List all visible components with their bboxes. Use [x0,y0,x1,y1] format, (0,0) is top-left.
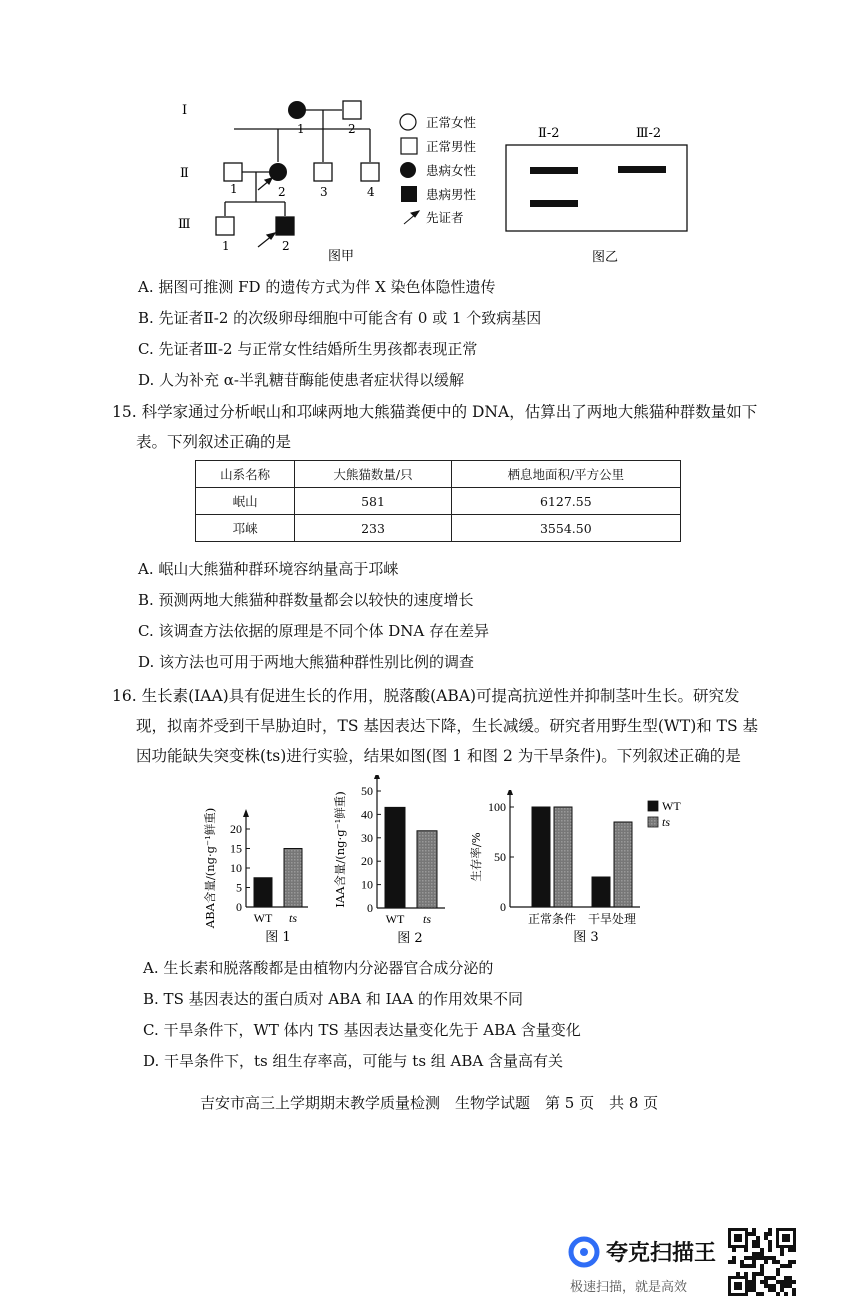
legend-swatch [648,817,658,827]
bar [554,807,572,907]
q16-option-c: C. 干旱条件下，WT 体内 TS 基因表达量变化先于 ABA 含量变化 [143,1021,581,1039]
y-tick-label: 40 [361,807,373,822]
legend-normal-male-icon [401,138,417,154]
pedigree-I2-normal-male [343,101,361,119]
bar [417,831,437,908]
y-tick-label: 0 [500,900,506,914]
y-axis-arrow-icon [374,775,380,779]
scanner-brand: 夸克扫描王 [606,1241,717,1266]
gel-figure [500,115,700,265]
legend-affected-female: 患病女性 [426,163,477,178]
bar [385,807,405,908]
table-cell: 233 [295,515,451,542]
q16-stem-line2: 现，拟南芥受到干旱胁迫时，TS 基因表达下降，生长减缓。研究者用野生型(WT)和 TS 基 [136,717,759,735]
x-tick-label: WT [385,912,405,926]
pedigree-II3-normal-male [314,163,332,181]
legend-affected-male: 患病男性 [426,187,477,202]
q16-option-b: B. TS 基因表达的蛋白质对 ABA 和 IAA 的作用效果不同 [143,990,523,1008]
figure-caption-jia: 图甲 [328,249,355,264]
table-cell: 邛崃 [196,515,295,542]
y-tick-label: 0 [236,900,242,914]
proband-arrow-icon [258,178,275,247]
legend-label: WT [662,799,681,813]
q14-option-a: A. 据图可推测 FD 的遗传方式为伴 X 染色体隐性遗传 [138,278,496,296]
q14-option-d: D. 人为补充 α-半乳糖苷酶能使患者症状得以缓解 [138,371,464,389]
legend-normal-female-icon [400,114,416,130]
q16-option-d: D. 干旱条件下，ts 组生存率高，可能与 ts 组 ABA 含量高有关 [143,1052,564,1070]
qr-code-icon [728,1228,796,1296]
num-III1: 1 [222,239,230,253]
gen-label-III: Ⅲ [178,217,191,232]
pedigree-III1-normal-male [216,217,234,235]
table-cell: 581 [295,488,451,515]
legend-normal-female: 正常女性 [426,115,477,130]
x-tick-label: WT [253,911,273,925]
y-tick-label: 100 [488,800,506,814]
y-axis-label: ABA含量/(ng·g⁻¹鲜重) [203,807,217,929]
chart-fig1 [198,790,328,945]
gel-lane-label-II2: Ⅱ-2 [538,126,560,141]
q15-stem-line1: 15. 科学家通过分析岷山和邛崃两地大熊猫粪便中的 DNA，估算出了两地大熊猫种群数量如下 [112,403,758,421]
table-header-cell: 大熊猫数量/只 [295,461,451,488]
y-tick-label: 20 [361,854,373,869]
table-header-cell: 栖息地面积/平方公里 [451,461,680,488]
y-tick-label: 10 [361,877,373,892]
num-II2: 2 [278,185,286,199]
gel-band-III2 [618,166,666,173]
legend-swatch [648,801,658,811]
num-III2: 2 [282,239,290,253]
y-tick-label: 50 [494,850,506,864]
num-I2: 2 [348,122,356,136]
q15-option-b: B. 预测两地大熊猫种群数量都会以较快的速度增长 [138,591,474,609]
legend-affected-female-icon [400,162,416,178]
q15-option-c: C. 该调查方法依据的原理是不同个体 DNA 存在差异 [138,622,490,640]
q15-stem-line2: 表。下列叙述正确的是 [136,433,292,451]
q15-option-a: A. 岷山大熊猫种群环境容纳量高于邛崃 [138,560,399,578]
y-axis-arrow-icon [507,790,513,795]
y-tick-label: 50 [361,784,373,798]
x-tick-label: ts [422,912,432,926]
bar [614,822,632,907]
num-II1: 1 [230,182,238,196]
y-tick-label: 5 [236,880,242,895]
table-header-row [196,461,681,488]
gen-label-II: Ⅱ [180,166,189,181]
y-axis-arrow-icon [243,809,249,817]
table-row [196,515,681,542]
legend-label: ts [662,815,671,829]
bar [254,878,272,907]
legend-proband-arrow-icon [404,211,419,224]
legend-normal-male: 正常男性 [426,139,477,154]
y-tick-label: 10 [230,861,242,875]
legend-proband: 先证者 [426,210,464,225]
table-row [196,488,681,515]
gel-frame [506,145,687,231]
pedigree-III2-affected-male [276,217,294,235]
num-II3: 3 [320,185,328,199]
pedigree-figure [170,92,510,267]
scanner-logo-icon [568,1236,600,1268]
num-I1: 1 [297,122,305,136]
panda-table [195,460,681,542]
chart-caption: 图 2 [397,931,423,945]
gel-band-II2-upper [530,167,578,174]
page-footer: 吉安市高三上学期期末教学质量检测 生物学试题 第 5 页 共 8 页 [200,1094,659,1112]
table-cell: 6127.55 [451,488,680,515]
q15-option-d: D. 该方法也可用于两地大熊猫种群性别比例的调查 [138,653,475,671]
gel-lane-label-III2: Ⅲ-2 [636,126,662,141]
y-tick-label: 0 [367,901,373,915]
table-cell: 岷山 [196,488,295,515]
figure-caption-yi: 图乙 [592,250,619,265]
pedigree-II1-normal-male [224,163,242,181]
pedigree-II4-normal-male [361,163,379,181]
q14-option-c: C. 先证者Ⅲ-2 与正常女性结婚所生男孩都表现正常 [138,340,478,358]
bar [284,849,302,908]
pedigree-I1-affected-female [288,101,306,119]
q16-option-a: A. 生长素和脱落酸都是由植物内分泌器官合成分泌的 [143,959,494,977]
x-tick-label: 正常条件 [527,912,577,926]
scanner-slogan: 极速扫描，就是高效 [570,1280,688,1295]
table-header-cell: 山系名称 [196,461,295,488]
q16-stem-line1: 16. 生长素(IAA)具有促进生长的作用，脱落酸(ABA)可提高抗逆性并抑制茎叶生长。研究发 [112,687,740,705]
gen-label-I: Ⅰ [182,103,188,118]
chart-fig2 [332,775,462,945]
gel-band-II2-lower [530,200,578,207]
chart-caption: 图 3 [573,930,599,945]
table-cell: 3554.50 [451,515,680,542]
legend-affected-male-icon [401,186,417,202]
bar [532,807,550,907]
bar [592,877,610,907]
scanner-watermark [566,1234,726,1294]
q16-stem-line3: 因功能缺失突变株(ts)进行实验，结果如图(图 1 和图 2 为干旱条件)。下列叙述正确的是 [136,747,741,765]
y-tick-label: 15 [230,841,242,856]
y-axis-label: IAA含量/(ng·g⁻¹鲜重) [333,791,347,908]
y-tick-label: 20 [230,822,242,836]
x-tick-label: ts [288,911,298,925]
num-II4: 4 [367,185,375,199]
y-axis-label: 生存率/% [469,832,483,882]
x-tick-label: 干旱处理 [587,912,637,926]
chart-fig3 [468,790,698,945]
q14-option-b: B. 先证者Ⅱ-2 的次级卵母细胞中可能含有 0 或 1 个致病基因 [138,309,542,327]
y-tick-label: 30 [361,830,373,845]
chart-caption: 图 1 [265,930,291,945]
